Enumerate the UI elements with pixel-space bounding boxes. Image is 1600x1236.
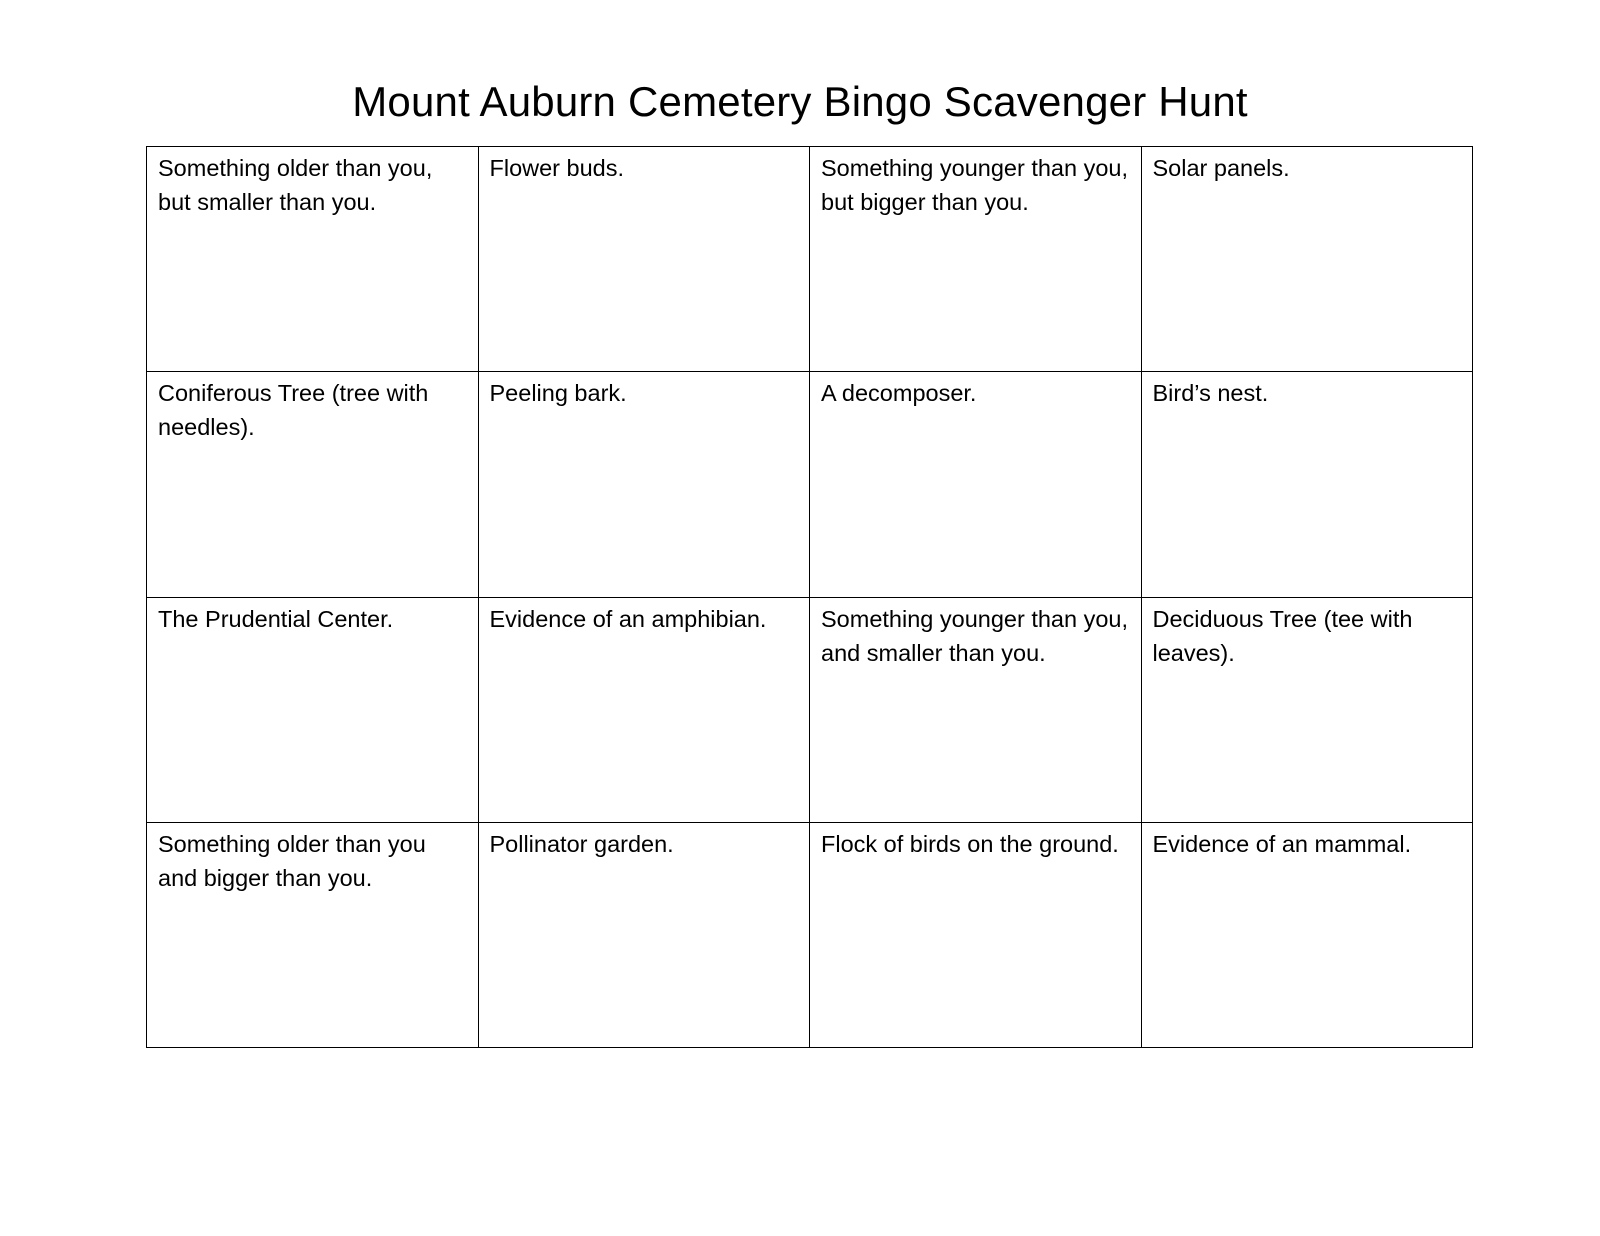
bingo-row (147, 147, 1473, 372)
bingo-cell: Flock of birds on the ground. (810, 822, 1142, 1047)
bingo-cell: Something younger than you, but bigger than you. (810, 147, 1142, 372)
bingo-cell: Solar panels. (1141, 147, 1473, 372)
bingo-row (147, 597, 1473, 822)
page-title: Mount Auburn Cemetery Bingo Scavenger Hunt (352, 78, 1248, 125)
bingo-cell: Something older than you and bigger than you. (147, 822, 479, 1047)
bingo-cell: Deciduous Tree (tee with leaves). (1141, 597, 1473, 822)
bingo-cell: Coniferous Tree (tree with needles). (147, 372, 479, 597)
bingo-row (147, 372, 1473, 597)
bingo-grid (146, 146, 1473, 1048)
bingo-cell: Peeling bark. (478, 372, 810, 597)
bingo-cell: Something older than you, but smaller than you. (147, 147, 479, 372)
bingo-cell: Bird’s nest. (1141, 372, 1473, 597)
bingo-cell: Evidence of an mammal. (1141, 822, 1473, 1047)
bingo-cell: Evidence of an amphibian. (478, 597, 810, 822)
bingo-cell: Something younger than you, and smaller than you. (810, 597, 1142, 822)
bingo-cell: The Prudential Center. (147, 597, 479, 822)
bingo-cell: Pollinator garden. (478, 822, 810, 1047)
bingo-cell: A decomposer. (810, 372, 1142, 597)
bingo-cell: Flower buds. (478, 147, 810, 372)
bingo-row (147, 822, 1473, 1047)
